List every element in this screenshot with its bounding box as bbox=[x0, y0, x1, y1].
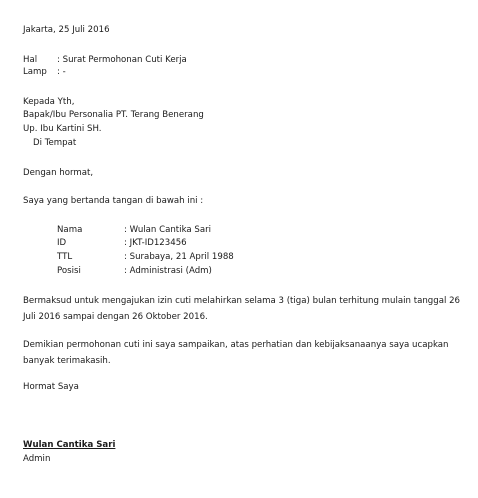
closing-paragraph: Demikian permohonan cuti ini saya sampaikan, atas perhatian dan kebijaksanaanya saya ucapkan banyak terimakasih. bbox=[23, 340, 449, 366]
identity-label: ID bbox=[57, 238, 67, 248]
subject-label: Hal bbox=[23, 55, 38, 65]
signer-title: Admin bbox=[23, 454, 51, 464]
recipient-location: Di Tempat bbox=[33, 138, 77, 148]
identity-value: : JKT-ID123456 bbox=[124, 238, 187, 248]
subject-value: : Surat Permohonan Cuti Kerja bbox=[57, 55, 187, 65]
identity-value: : Wulan Cantika Sari bbox=[124, 225, 212, 235]
identity-row-id bbox=[23, 237, 323, 249]
identity-label: Posisi bbox=[57, 266, 81, 276]
identity-value: : Administrasi (Adm) bbox=[124, 266, 212, 276]
identity-value: : Surabaya, 21 April 1988 bbox=[124, 252, 234, 262]
identity-row-position bbox=[23, 265, 323, 277]
identity-label: Nama bbox=[57, 225, 83, 235]
intro-text: Saya yang bertanda tangan di bawah ini : bbox=[23, 196, 204, 206]
signer-name: Wulan Cantika Sari bbox=[23, 440, 116, 450]
attachment-label: Lamp bbox=[23, 67, 47, 77]
identity-row-name bbox=[23, 224, 323, 236]
recipient-attention: Up. Ibu Kartini SH. bbox=[23, 124, 102, 134]
body-paragraph: Bermaksud untuk mengajukan izin cuti melahirkan selama 3 (tiga) bulan terhitung mulain tanggal 26 Juli 2016 sampai dengan 26 Oktober 2016. bbox=[23, 296, 461, 322]
salutation: Dengan hormat, bbox=[23, 168, 94, 178]
subject-line bbox=[23, 54, 323, 66]
identity-label: TTL bbox=[57, 252, 73, 262]
identity-row-birth bbox=[23, 251, 323, 263]
recipient-name: Bapak/Ibu Personalia PT. Terang Benerang bbox=[23, 110, 204, 120]
attachment-line bbox=[23, 66, 323, 78]
closing-phrase: Hormat Saya bbox=[23, 382, 79, 392]
recipient-to: Kepada Yth, bbox=[23, 97, 75, 107]
attachment-value: : - bbox=[57, 67, 66, 77]
place-date: Jakarta, 25 Juli 2016 bbox=[23, 25, 110, 35]
